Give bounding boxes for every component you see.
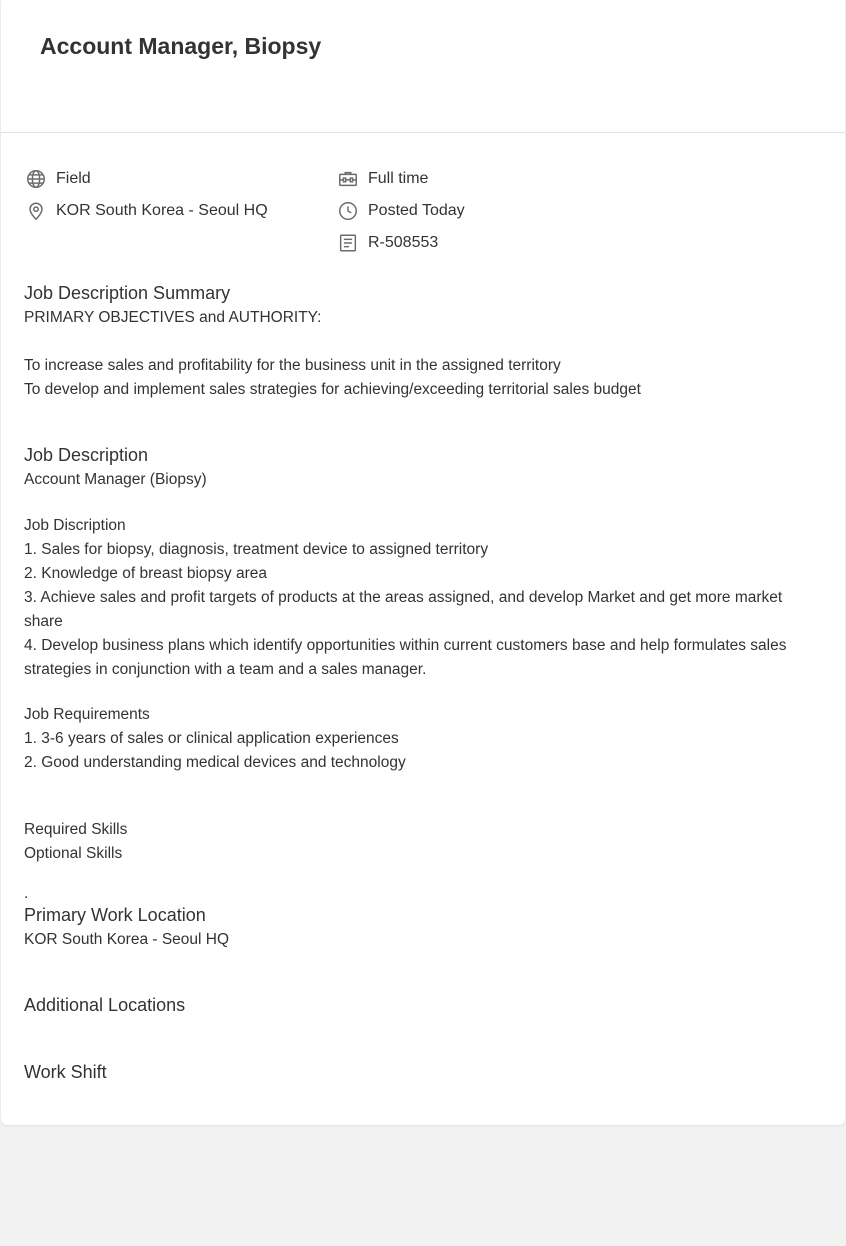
summary-line: To develop and implement sales strategies for achieving/exceeding territorial sales budget: [24, 381, 641, 398]
job-id-label: R-508553: [368, 234, 439, 251]
duty-item: 4. Develop business plans which identify opportunities within current customers base and help formulates sales strategies in conjunction with a team and a sales manager.: [24, 637, 787, 678]
work-shift-heading: Work Shift: [24, 1062, 107, 1082]
summary-heading: Job Description Summary: [24, 283, 231, 303]
job-header: [1, 0, 845, 133]
job-posting-card: [1, 0, 845, 1125]
job-meta-left: [24, 163, 268, 227]
summary-line: PRIMARY OBJECTIVES and AUTHORITY:: [24, 309, 322, 326]
job-description-content: [24, 280, 824, 1085]
required-skills-label: Required Skills: [24, 821, 128, 838]
posted-label: Posted Today: [368, 202, 465, 219]
requirement-item: 2. Good understanding medical devices and technology: [24, 754, 406, 771]
job-id-row: [336, 227, 465, 259]
location-row: [24, 195, 268, 227]
job-title: Account Manager, Biopsy: [40, 33, 322, 59]
time-type-row: [336, 163, 465, 195]
additional-locations-heading: Additional Locations: [24, 995, 186, 1015]
globe-icon: [24, 167, 48, 191]
remote-type-row: [24, 163, 268, 195]
remote-type-label: Field: [56, 170, 91, 187]
duty-item: 3. Achieve sales and profit targets of products at the areas assigned, and develop Market and get more market share: [24, 589, 783, 630]
time-type-label: Full time: [368, 170, 429, 187]
primary-location-heading: Primary Work Location: [24, 905, 206, 925]
location-label: KOR South Korea - Seoul HQ: [56, 202, 268, 219]
job-meta-right: [336, 163, 465, 259]
requirements-heading: Job Requirements: [24, 706, 150, 723]
document-icon: [336, 231, 360, 255]
requirement-item: 1. 3-6 years of sales or clinical application experiences: [24, 730, 399, 747]
duty-item: 2. Knowledge of breast biopsy area: [24, 565, 267, 582]
location-pin-icon: [24, 199, 48, 223]
separator-dot: .: [24, 885, 29, 902]
description-heading: Job Description: [24, 445, 149, 465]
primary-location-value: KOR South Korea - Seoul HQ: [24, 931, 230, 948]
optional-skills-label: Optional Skills: [24, 845, 123, 862]
description-intro: Account Manager (Biopsy): [24, 471, 207, 488]
clock-icon: [336, 199, 360, 223]
briefcase-icon: [336, 167, 360, 191]
duties-heading: Job Discription: [24, 517, 126, 534]
duty-item: 1. Sales for biopsy, diagnosis, treatment device to assigned territory: [24, 541, 489, 558]
summary-line: To increase sales and profitability for the business unit in the assigned territory: [24, 357, 561, 374]
posted-row: [336, 195, 465, 227]
